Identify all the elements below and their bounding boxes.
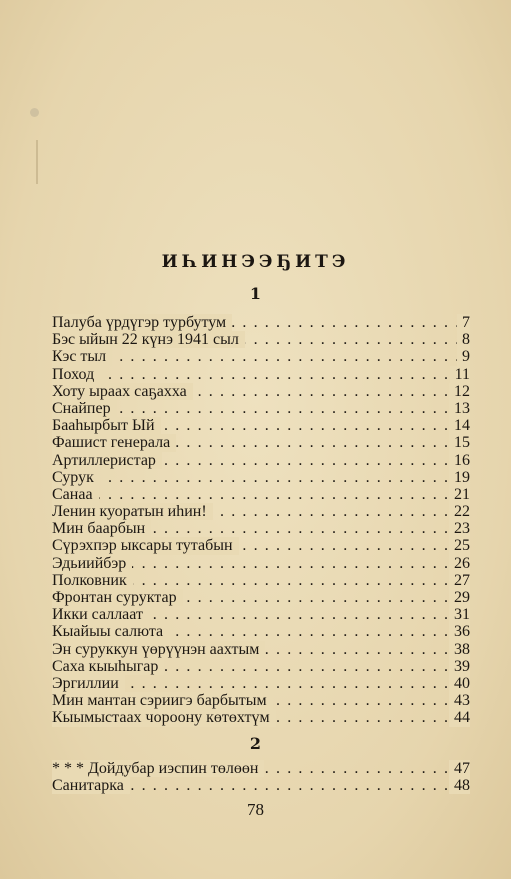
toc-entry-title: . . . Икки саллаат <box>52 606 149 623</box>
toc-entry-title: . . . Кыымыстаах чороону көтөхтүм <box>52 709 276 726</box>
section-heading-1: 1 <box>249 284 262 303</box>
toc-entry-title: . . . Хоту ыраах саҕахха <box>52 383 193 400</box>
toc-entry-page: 27 <box>449 572 470 589</box>
toc-entry-title: . . . Палуба үрдүгэр турбутум <box>52 314 232 331</box>
toc-entry <box>52 537 470 554</box>
toc-entry <box>52 641 470 658</box>
contents-heading: ИҺИНЭЭҔИТЭ <box>161 252 350 272</box>
toc-entry <box>52 623 470 640</box>
toc-entry-title: . . . Мин мантан сэриигэ барбытым <box>52 692 273 709</box>
toc-entry <box>52 520 470 537</box>
toc-entry-title: . . . Бэс ыйын 22 күнэ 1941 сыл <box>52 331 245 348</box>
toc-entry-page: 44 <box>449 709 470 726</box>
toc-entry <box>52 366 470 383</box>
toc-entry-title: . . . Поход <box>52 366 100 383</box>
toc-entry-title: . . . * * * Дойдубар иэспин төлөөн <box>52 760 264 777</box>
toc-entry-page: 7 <box>457 314 470 331</box>
toc-entry <box>52 692 470 709</box>
toc-entry-title: . . . Бааһырбыт Ый <box>52 417 161 434</box>
toc-entry-page: 9 <box>457 348 470 365</box>
toc-entry <box>52 434 470 451</box>
toc-entry-page: 16 <box>449 452 470 469</box>
toc-entry-page: 40 <box>449 675 470 692</box>
toc-entry-page: 29 <box>449 589 470 606</box>
toc-entry-title: . . . Полковник <box>52 572 133 589</box>
toc-entry-title: . . . Эн суруккун үөрүүнэн аахтым <box>52 641 265 658</box>
toc-entry-title: . . . Фронтан суруктар <box>52 589 183 606</box>
toc-entry-title: . . . Сурук <box>52 469 100 486</box>
toc-entry <box>52 486 470 503</box>
toc-list-section-2 <box>52 760 470 794</box>
toc-entry <box>52 760 470 777</box>
paper-smudge <box>30 108 39 117</box>
toc-entry-title: . . . Сүрэхпэр ыксары тутабын <box>52 537 239 554</box>
toc-entry-page: 36 <box>449 623 470 640</box>
toc-entry-title: . . . Снайпер <box>52 400 117 417</box>
toc-entry <box>52 606 470 623</box>
toc-entry-title: . . . Кэс тыл <box>52 348 112 365</box>
toc-entry <box>52 709 470 726</box>
toc-entry <box>52 314 470 331</box>
toc-entry-title: . . . Мин баарбын <box>52 520 151 537</box>
toc-entry <box>52 572 470 589</box>
page-number: 78 <box>247 800 264 819</box>
toc-entry <box>52 348 470 365</box>
toc-entry-page: 21 <box>449 486 470 503</box>
toc-entry <box>52 400 470 417</box>
toc-entry-title: . . . Эдьиийбэр <box>52 555 132 572</box>
toc-entry <box>52 555 470 572</box>
toc-entry-title: . . . Санитарка <box>52 777 130 794</box>
toc-entry-page: 26 <box>449 555 470 572</box>
toc-entry-page: 15 <box>449 434 470 451</box>
section-heading-2: 2 <box>249 734 262 753</box>
toc-entry <box>52 383 470 400</box>
toc-entry-title: . . . Саха кыыһыгар <box>52 658 164 675</box>
toc-entry <box>52 675 470 692</box>
toc-entry-page: 14 <box>449 417 470 434</box>
toc-list-section-1 <box>52 314 470 727</box>
toc-entry-page: 13 <box>449 400 470 417</box>
toc-entry-page: 43 <box>449 692 470 709</box>
toc-entry-page: 48 <box>449 777 470 794</box>
toc-entry-page: 31 <box>449 606 470 623</box>
toc-entry <box>52 658 470 675</box>
toc-entry-title: . . . Санаа <box>52 486 99 503</box>
toc-entry-title: . . . Кыайыы салюта <box>52 623 169 640</box>
paper-mark <box>36 140 38 184</box>
toc-entry-page: 8 <box>457 331 470 348</box>
toc-entry-page: 39 <box>449 658 470 675</box>
toc-entry <box>52 589 470 606</box>
toc-entry-title: . . . Эргиллии <box>52 675 125 692</box>
toc-entry-page: 23 <box>449 520 470 537</box>
toc-entry <box>52 331 470 348</box>
toc-entry <box>52 777 470 794</box>
toc-entry-page: 38 <box>449 641 470 658</box>
toc-entry-page: 19 <box>449 469 470 486</box>
toc-entry-title: . . . Ленин куоратын иһин! <box>52 503 213 520</box>
toc-entry-page: 11 <box>450 366 470 383</box>
toc-entry-page: 22 <box>449 503 470 520</box>
toc-entry-page: 12 <box>449 383 470 400</box>
toc-entry-page: 25 <box>449 537 470 554</box>
toc-entry <box>52 469 470 486</box>
toc-entry-title: . . . Фашист генерала <box>52 434 176 451</box>
toc-entry-title: . . . Артиллеристар <box>52 452 162 469</box>
toc-entry <box>52 417 470 434</box>
toc-entry <box>52 452 470 469</box>
toc-entry-page: 47 <box>449 760 470 777</box>
toc-entry <box>52 503 470 520</box>
